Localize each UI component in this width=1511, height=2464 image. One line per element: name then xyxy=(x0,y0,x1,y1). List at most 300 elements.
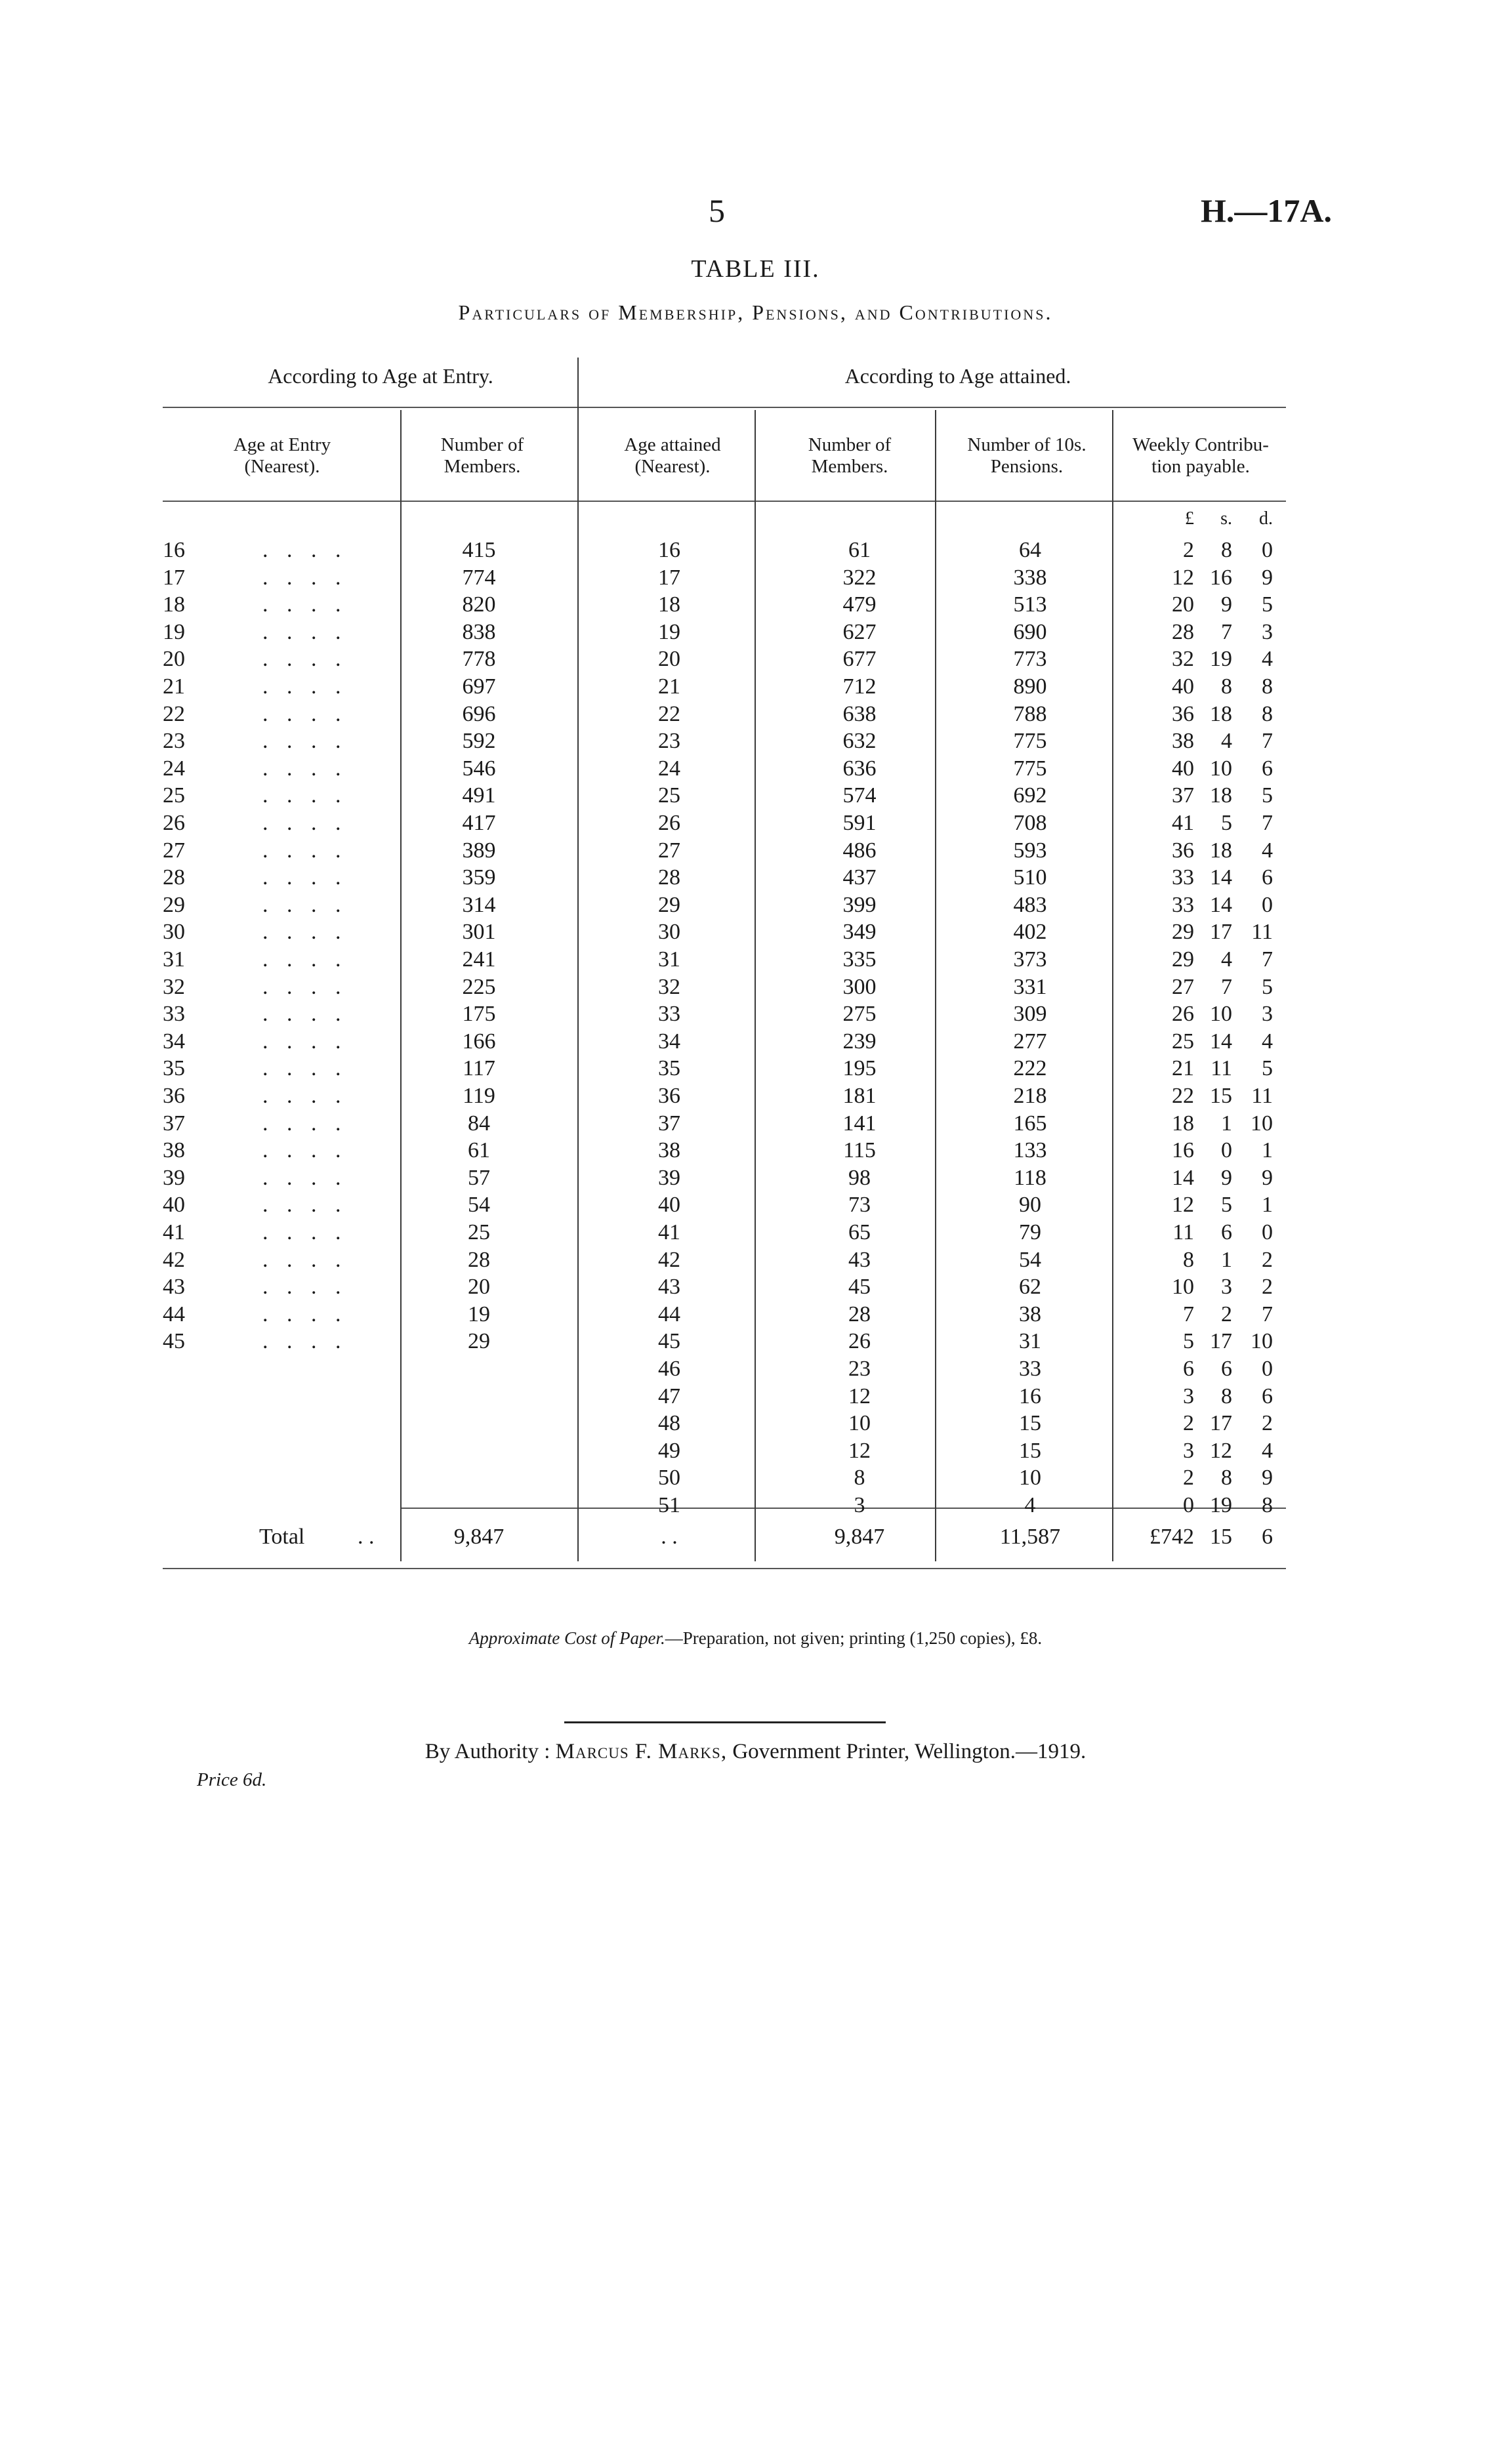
pensions-count: 593 xyxy=(1013,838,1047,863)
leader-dots: . . . . xyxy=(262,620,348,644)
table-row xyxy=(0,1437,1511,1464)
attained-age: 41 xyxy=(658,1220,680,1244)
entry-age: 27 xyxy=(163,838,185,863)
contribution-pence: 9 xyxy=(1262,565,1273,590)
attained-age: 50 xyxy=(658,1466,680,1490)
table-row xyxy=(0,646,1511,672)
total-pensions: 11,587 xyxy=(999,1525,1061,1549)
header-line: (Nearest). xyxy=(244,456,320,477)
entry-members: 19 xyxy=(468,1302,490,1326)
contribution-pounds: 2 xyxy=(1183,538,1194,562)
table-row xyxy=(0,918,1511,945)
attained-members: 636 xyxy=(842,756,877,781)
attained-age: 32 xyxy=(658,975,680,999)
attained-members: 479 xyxy=(842,592,877,617)
total-dots: . . xyxy=(358,1525,375,1549)
pensions-count: 4 xyxy=(1024,1493,1036,1517)
pensions-count: 692 xyxy=(1013,783,1047,808)
contribution-shillings: 1 xyxy=(1221,1111,1232,1136)
contribution-pounds: 38 xyxy=(1172,729,1194,753)
attained-members: 638 xyxy=(842,702,877,726)
contribution-shillings: 5 xyxy=(1221,1193,1232,1217)
entry-members: 491 xyxy=(462,783,496,808)
contribution-pence: 4 xyxy=(1262,1439,1273,1463)
entry-age: 29 xyxy=(163,893,185,917)
attained-age: 38 xyxy=(658,1138,680,1162)
leader-dots: . . . . xyxy=(262,1275,348,1299)
entry-members: 57 xyxy=(468,1166,490,1190)
header-line: Members. xyxy=(444,456,521,477)
contribution-shillings: 2 xyxy=(1221,1302,1232,1326)
attained-members: 195 xyxy=(842,1056,877,1080)
table-row xyxy=(0,1110,1511,1137)
contribution-pounds: 5 xyxy=(1183,1329,1194,1353)
contribution-shillings: 11 xyxy=(1211,1056,1232,1080)
contribution-shillings: 17 xyxy=(1210,920,1232,944)
attained-members: 28 xyxy=(848,1302,871,1326)
attained-members: 43 xyxy=(848,1248,871,1272)
attained-members: 65 xyxy=(848,1220,871,1244)
contribution-pence: 2 xyxy=(1262,1275,1273,1299)
leader-dots: . . . . xyxy=(262,729,348,753)
contribution-shillings: 8 xyxy=(1221,674,1232,699)
leader-dots: . . . . xyxy=(262,783,348,808)
contribution-shillings: 0 xyxy=(1221,1138,1232,1162)
contribution-shillings: 7 xyxy=(1221,620,1232,644)
leader-dots: . . . . xyxy=(262,538,348,562)
leader-dots: . . . . xyxy=(262,975,348,999)
contribution-pence: 6 xyxy=(1262,865,1273,890)
contribution-shillings: 12 xyxy=(1210,1439,1232,1463)
contribution-pounds: 20 xyxy=(1172,592,1194,617)
attained-members: 73 xyxy=(848,1193,871,1217)
entry-members: 54 xyxy=(468,1193,490,1217)
attained-age: 23 xyxy=(658,729,680,753)
contribution-pounds: 0 xyxy=(1183,1493,1194,1517)
contribution-pence: 5 xyxy=(1262,783,1273,808)
header-line: Number of 10s. xyxy=(967,434,1087,455)
attained-members: 98 xyxy=(848,1166,871,1190)
attained-age: 16 xyxy=(658,538,680,562)
page-number: 5 xyxy=(709,192,725,229)
total-members-attained: 9,847 xyxy=(834,1525,885,1549)
contribution-pounds: 36 xyxy=(1172,838,1194,863)
contribution-shillings: 5 xyxy=(1221,811,1232,835)
attained-age: 31 xyxy=(658,947,680,972)
contribution-pence: 4 xyxy=(1262,1029,1273,1054)
attained-age: 36 xyxy=(658,1084,680,1108)
pensions-count: 483 xyxy=(1013,893,1047,917)
pensions-count: 513 xyxy=(1013,592,1047,617)
pensions-count: 10 xyxy=(1019,1466,1041,1490)
contribution-shillings: 18 xyxy=(1210,838,1232,863)
contribution-pounds: 2 xyxy=(1183,1411,1194,1435)
contribution-pence: 0 xyxy=(1262,1357,1273,1381)
attained-age: 37 xyxy=(658,1111,680,1136)
header-line: Age attained xyxy=(624,434,721,455)
contribution-pounds: 14 xyxy=(1172,1166,1194,1190)
pensions-count: 775 xyxy=(1013,756,1047,781)
contribution-pounds: 29 xyxy=(1172,920,1194,944)
pensions-count: 118 xyxy=(1014,1166,1046,1190)
entry-age: 44 xyxy=(163,1302,185,1326)
entry-age: 37 xyxy=(163,1111,185,1136)
pensions-count: 690 xyxy=(1013,620,1047,644)
entry-members: 84 xyxy=(468,1111,490,1136)
contribution-pence: 0 xyxy=(1262,538,1273,562)
entry-members: 25 xyxy=(468,1220,490,1244)
table-row xyxy=(0,1000,1511,1027)
attained-age: 33 xyxy=(658,1002,680,1026)
header-weekly-contribution xyxy=(1115,434,1286,478)
contribution-shillings: 19 xyxy=(1210,647,1232,671)
entry-members: 119 xyxy=(463,1084,495,1108)
entry-members: 389 xyxy=(462,838,496,863)
contribution-pounds: 21 xyxy=(1172,1056,1194,1080)
contribution-pounds: 41 xyxy=(1172,811,1194,835)
entry-age: 45 xyxy=(163,1329,185,1353)
attained-members: 627 xyxy=(842,620,877,644)
attained-members: 712 xyxy=(842,674,877,699)
contribution-shillings: 14 xyxy=(1210,893,1232,917)
attained-members: 115 xyxy=(843,1138,876,1162)
contribution-pence: 2 xyxy=(1262,1248,1273,1272)
leader-dots: . . . . xyxy=(262,947,348,972)
pensions-count: 62 xyxy=(1019,1275,1041,1299)
header-age-attained xyxy=(590,434,755,478)
attained-age: 22 xyxy=(658,702,680,726)
contribution-pounds: 3 xyxy=(1183,1384,1194,1408)
attained-age: 46 xyxy=(658,1357,680,1381)
contribution-pounds: 2 xyxy=(1183,1466,1194,1490)
table-row xyxy=(0,1355,1511,1382)
leader-dots: . . . . xyxy=(262,838,348,863)
pensions-count: 38 xyxy=(1019,1302,1041,1326)
attained-age: 28 xyxy=(658,865,680,890)
contribution-pounds: 40 xyxy=(1172,756,1194,781)
attained-members: 239 xyxy=(842,1029,877,1054)
contribution-pounds: 8 xyxy=(1183,1248,1194,1272)
leader-dots: . . . . xyxy=(262,1138,348,1162)
contribution-pounds: 37 xyxy=(1172,783,1194,808)
attained-members: 437 xyxy=(842,865,877,890)
contribution-shillings: 4 xyxy=(1221,729,1232,753)
contribution-pounds: 16 xyxy=(1172,1138,1194,1162)
contribution-pence: 8 xyxy=(1262,702,1273,726)
table-row xyxy=(0,591,1511,618)
header-bottom-rule xyxy=(163,501,1286,502)
pensions-count: 890 xyxy=(1013,674,1047,699)
attained-age: 29 xyxy=(658,893,680,917)
entry-members: 774 xyxy=(462,565,496,590)
pensions-count: 33 xyxy=(1019,1357,1041,1381)
contribution-pence: 6 xyxy=(1262,1384,1273,1408)
attained-members: 45 xyxy=(848,1275,871,1299)
entry-members: 28 xyxy=(468,1248,490,1272)
attained-age: 20 xyxy=(658,647,680,671)
pensions-count: 90 xyxy=(1019,1193,1041,1217)
footnote-label: Approximate Cost of Paper. xyxy=(468,1628,665,1648)
attained-members: 23 xyxy=(848,1357,871,1381)
contribution-shillings: 9 xyxy=(1221,592,1232,617)
attained-members: 632 xyxy=(842,729,877,753)
pensions-count: 79 xyxy=(1019,1220,1041,1244)
pensions-count: 373 xyxy=(1013,947,1047,972)
table-row xyxy=(0,755,1511,782)
leader-dots: . . . . xyxy=(262,1166,348,1190)
contribution-shillings: 18 xyxy=(1210,783,1232,808)
leader-dots: . . . . xyxy=(262,1248,348,1272)
attained-age: 17 xyxy=(658,565,680,590)
contribution-pounds: 12 xyxy=(1172,565,1194,590)
entry-age: 32 xyxy=(163,975,185,999)
table-row xyxy=(0,537,1511,564)
pensions-count: 15 xyxy=(1019,1439,1041,1463)
attained-age: 49 xyxy=(658,1439,680,1463)
leader-dots: . . . . xyxy=(262,756,348,781)
attained-members: 322 xyxy=(842,565,877,590)
total-row xyxy=(0,1523,1511,1550)
leader-dots: . . . . xyxy=(262,1329,348,1353)
leader-dots: . . . . xyxy=(262,592,348,617)
group-heading-attained: According to Age attained. xyxy=(844,364,1071,388)
contribution-pounds: 32 xyxy=(1172,647,1194,671)
table-row xyxy=(0,701,1511,728)
entry-members: 592 xyxy=(462,729,496,753)
entry-age: 20 xyxy=(163,647,185,671)
entry-age: 35 xyxy=(163,1056,185,1080)
entry-age: 25 xyxy=(163,783,185,808)
attained-members: 12 xyxy=(848,1439,871,1463)
contribution-pence: 9 xyxy=(1262,1166,1273,1190)
table-row xyxy=(0,974,1511,1000)
header-pensions xyxy=(945,434,1109,478)
leader-dots: . . . . xyxy=(262,1029,348,1054)
table-row xyxy=(0,1301,1511,1328)
table-row xyxy=(0,1028,1511,1055)
table-row xyxy=(0,1410,1511,1437)
pensions-count: 222 xyxy=(1013,1056,1047,1080)
total-contribution-pence: 6 xyxy=(1262,1525,1273,1549)
attained-members: 275 xyxy=(842,1002,877,1026)
contribution-pounds: 36 xyxy=(1172,702,1194,726)
header-members-entry xyxy=(407,434,558,478)
contribution-shillings: 16 xyxy=(1210,565,1232,590)
table-bottom-rule xyxy=(163,1568,1286,1569)
entry-members: 61 xyxy=(468,1138,490,1162)
table-row xyxy=(0,892,1511,918)
leader-dots: . . . . xyxy=(262,647,348,671)
attained-members: 12 xyxy=(848,1384,871,1408)
unit-shillings: s. xyxy=(1220,508,1232,529)
table-row xyxy=(0,1273,1511,1300)
table-row xyxy=(0,1191,1511,1218)
attained-age: 18 xyxy=(658,592,680,617)
entry-age: 40 xyxy=(163,1193,185,1217)
total-contribution-pounds: £742 xyxy=(1149,1525,1194,1549)
pensions-count: 331 xyxy=(1013,975,1047,999)
contribution-pence: 11 xyxy=(1251,1084,1273,1108)
attained-age: 25 xyxy=(658,783,680,808)
contribution-shillings: 17 xyxy=(1210,1329,1232,1353)
pensions-count: 708 xyxy=(1013,811,1047,835)
table-row xyxy=(0,946,1511,973)
entry-age: 31 xyxy=(163,947,185,972)
leader-dots: . . . . xyxy=(262,1056,348,1080)
contribution-shillings: 18 xyxy=(1210,702,1232,726)
attained-members: 8 xyxy=(854,1466,865,1490)
contribution-pounds: 28 xyxy=(1172,620,1194,644)
imprint-rule xyxy=(564,1721,886,1723)
unit-pounds: £ xyxy=(1185,508,1194,529)
entry-members: 417 xyxy=(462,811,496,835)
contribution-pounds: 29 xyxy=(1172,947,1194,972)
entry-members: 820 xyxy=(462,592,496,617)
contribution-pence: 11 xyxy=(1251,920,1273,944)
attained-members: 486 xyxy=(842,838,877,863)
attained-members: 3 xyxy=(854,1493,865,1517)
imprint-prefix: By Authority : xyxy=(424,1740,550,1763)
header-line: Members. xyxy=(811,456,888,477)
table-row xyxy=(0,810,1511,836)
table-row xyxy=(0,1137,1511,1164)
leader-dots: . . . . xyxy=(262,1111,348,1136)
pensions-count: 277 xyxy=(1013,1029,1047,1054)
pensions-count: 788 xyxy=(1013,702,1047,726)
contribution-pence: 8 xyxy=(1262,674,1273,699)
contribution-pounds: 27 xyxy=(1172,975,1194,999)
leader-dots: . . . . xyxy=(262,1193,348,1217)
entry-age: 43 xyxy=(163,1275,185,1299)
pensions-count: 54 xyxy=(1019,1248,1041,1272)
unit-pence: d. xyxy=(1259,508,1273,529)
attained-age: 44 xyxy=(658,1302,680,1326)
attained-age: 35 xyxy=(658,1056,680,1080)
pensions-count: 338 xyxy=(1013,565,1047,590)
contribution-pence: 1 xyxy=(1262,1138,1273,1162)
footnote-text: —Preparation, not given; printing (1,250 copies), £8. xyxy=(665,1628,1043,1648)
entry-members: 301 xyxy=(462,920,496,944)
table-row xyxy=(0,564,1511,591)
imprint-suffix: Government Printer, Wellington.—1919. xyxy=(732,1740,1087,1763)
entry-age: 17 xyxy=(163,565,185,590)
attained-age: 45 xyxy=(658,1329,680,1353)
entry-age: 26 xyxy=(163,811,185,835)
entry-members: 225 xyxy=(462,975,496,999)
leader-dots: . . . . xyxy=(262,702,348,726)
attained-members: 335 xyxy=(842,947,877,972)
contribution-pence: 7 xyxy=(1262,947,1273,972)
leader-dots: . . . . xyxy=(262,865,348,890)
entry-age: 18 xyxy=(163,592,185,617)
contribution-pence: 5 xyxy=(1262,592,1273,617)
contribution-pence: 3 xyxy=(1262,620,1273,644)
contribution-shillings: 14 xyxy=(1210,1029,1232,1054)
entry-age: 42 xyxy=(163,1248,185,1272)
leader-dots: . . . . xyxy=(262,1084,348,1108)
leader-dots: . . . . xyxy=(262,1302,348,1326)
table-subtitle: Particulars of Membership, Pensions, and Contributions. xyxy=(458,300,1053,324)
imprint xyxy=(0,1740,1511,1764)
entry-age: 41 xyxy=(163,1220,185,1244)
contribution-shillings: 8 xyxy=(1221,1384,1232,1408)
contribution-pence: 9 xyxy=(1262,1466,1273,1490)
pensions-count: 15 xyxy=(1019,1411,1041,1435)
contribution-pence: 6 xyxy=(1262,756,1273,781)
contribution-pounds: 33 xyxy=(1172,893,1194,917)
header-members-attained xyxy=(774,434,925,478)
pensions-count: 64 xyxy=(1019,538,1041,562)
contribution-shillings: 9 xyxy=(1221,1166,1232,1190)
contribution-shillings: 10 xyxy=(1210,756,1232,781)
attained-members: 61 xyxy=(848,538,871,562)
table-row xyxy=(0,1219,1511,1246)
contribution-pence: 7 xyxy=(1262,1302,1273,1326)
attained-age: 34 xyxy=(658,1029,680,1054)
pensions-count: 309 xyxy=(1013,1002,1047,1026)
contribution-pence: 0 xyxy=(1262,1220,1273,1244)
document-code: H.—17A. xyxy=(1201,192,1332,229)
attained-members: 181 xyxy=(842,1084,877,1108)
total-label: Total xyxy=(259,1525,305,1549)
entry-members: 241 xyxy=(462,947,496,972)
header-line: Pensions. xyxy=(990,456,1064,477)
contribution-shillings: 6 xyxy=(1221,1357,1232,1381)
entry-members: 696 xyxy=(462,702,496,726)
leader-dots: . . . . xyxy=(262,920,348,944)
contribution-pence: 2 xyxy=(1262,1411,1273,1435)
entry-age: 39 xyxy=(163,1166,185,1190)
table-row xyxy=(0,1492,1511,1519)
table-row xyxy=(0,1383,1511,1410)
attained-age: 21 xyxy=(658,674,680,699)
entry-members: 778 xyxy=(462,647,496,671)
attained-members: 141 xyxy=(842,1111,877,1136)
attained-age: 48 xyxy=(658,1411,680,1435)
contribution-pence: 5 xyxy=(1262,975,1273,999)
contribution-pence: 7 xyxy=(1262,811,1273,835)
attained-members: 349 xyxy=(842,920,877,944)
entry-age: 34 xyxy=(163,1029,185,1054)
contribution-pence: 4 xyxy=(1262,838,1273,863)
leader-dots: . . . . xyxy=(262,674,348,699)
table-row xyxy=(0,1164,1511,1191)
contribution-pounds: 26 xyxy=(1172,1002,1194,1026)
table-row xyxy=(0,728,1511,754)
table-row xyxy=(0,1246,1511,1273)
entry-members: 314 xyxy=(462,893,496,917)
table-row xyxy=(0,782,1511,809)
table-row xyxy=(0,837,1511,864)
table-row xyxy=(0,864,1511,891)
attained-age: 19 xyxy=(658,620,680,644)
header-line: (Nearest). xyxy=(634,456,711,477)
entry-members: 117 xyxy=(463,1056,495,1080)
entry-age: 22 xyxy=(163,702,185,726)
entry-age: 21 xyxy=(163,674,185,699)
leader-dots: . . . . xyxy=(262,1220,348,1244)
entry-members: 166 xyxy=(462,1029,496,1054)
entry-age: 19 xyxy=(163,620,185,644)
attained-age: 27 xyxy=(658,838,680,863)
leader-dots: . . . . xyxy=(262,811,348,835)
printer-name: Marcus F. Marks, xyxy=(555,1740,728,1763)
contribution-pounds: 18 xyxy=(1172,1111,1194,1136)
entry-members: 29 xyxy=(468,1329,490,1353)
contribution-pence: 8 xyxy=(1262,1493,1273,1517)
entry-age: 33 xyxy=(163,1002,185,1026)
header-line: Age at Entry xyxy=(233,434,331,455)
